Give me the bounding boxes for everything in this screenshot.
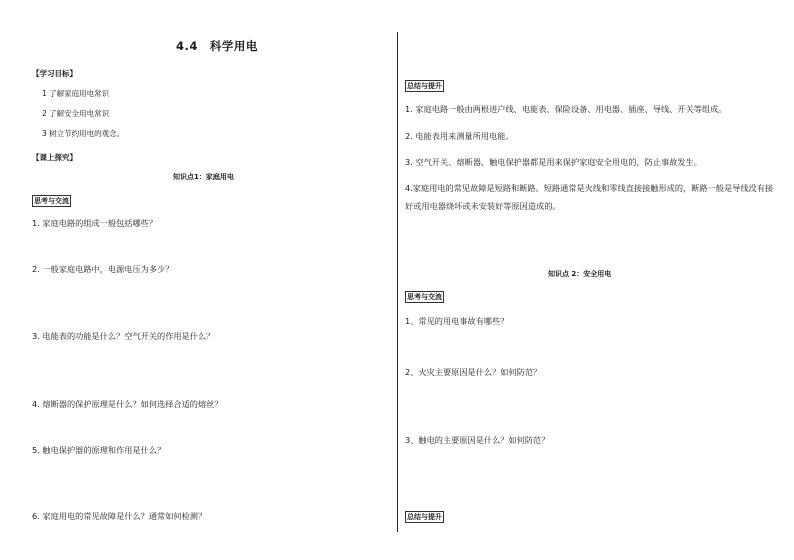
question-item: 2. 一般家庭电路中，电源电压为多少？ (32, 264, 174, 274)
question-item: 4. 熔断器的保护原理是什么？如何选择合适的熔丝？ (32, 399, 223, 409)
summary-label-bottom: 总结与提升 (407, 513, 442, 521)
objective-item: 2 了解安全用电常识 (42, 109, 110, 118)
summary-item: 4.家庭用电的常见故障是短路和断路。短路通常是火线和零线直接接触形成的，断路一般是导线没有接好或用电器烧坏或未安装好等原因造成的。 (405, 183, 774, 211)
question-item: 1. 家庭电路的组成一般包括哪些？ (32, 218, 158, 228)
summary-item: 1. 家庭电路一般由两根进户线、电能表、保险设备、用电器、插座、导线、开关等组成。 (405, 104, 727, 114)
explore-heading: 【课上探究】 (32, 153, 77, 162)
summary-item: 3. 空气开关、熔断器、触电保护器都是用来保护家庭安全用电的，防止事故发生。 (405, 157, 702, 167)
column-divider (397, 32, 398, 532)
think-and-discuss-label-right: 思考与交流 (407, 293, 442, 301)
question-item-right: 2、火灾主要原因是什么？如何防范？ (405, 367, 542, 377)
objective-item: 1 了解家庭用电常识 (42, 89, 110, 98)
summary-label: 总结与提升 (407, 82, 442, 90)
knowledge-point-2-title: 知识点 2：安全用电 (548, 270, 612, 278)
objectives-heading: 【学习目标】 (32, 69, 77, 78)
question-item: 6. 家庭用电的常见故障是什么？通常如何检测？ (32, 511, 207, 521)
question-item: 3. 电能表的功能是什么？空气开关的作用是什么？ (32, 331, 215, 341)
knowledge-point-1-title: 知识点1：家庭用电 (173, 173, 234, 181)
page-title: 4.4 科学用电 (176, 39, 258, 53)
objective-item: 3 树立节约用电的观念。 (42, 129, 125, 138)
summary-item: 2. 电能表用来测量所用电能。 (405, 131, 514, 141)
question-item-right: 3、触电的主要原因是什么？如何防范？ (405, 435, 550, 445)
question-item: 5. 触电保护器的原理和作用是什么？ (32, 445, 166, 455)
think-and-discuss-label: 思考与交流 (34, 197, 69, 205)
question-item-right: 1、常见的用电事故有哪些？ (405, 316, 509, 326)
